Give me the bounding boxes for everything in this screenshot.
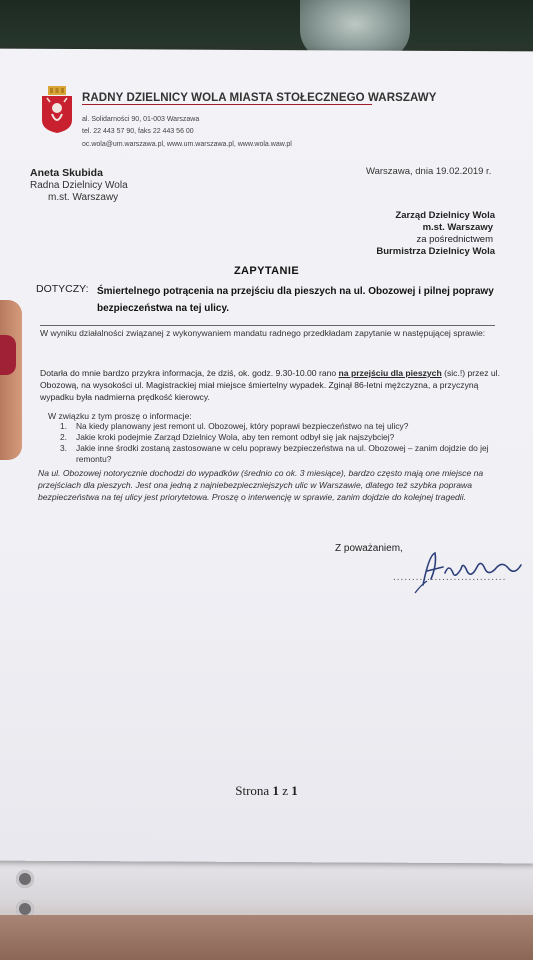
incident-paragraph [40,367,500,403]
question-item: 3. Jakie inne środki zostaną zastosowane w celu poprawy bezpieczeństwa na ul. Obozowej – zanim dojdzie do jej remontu? [60,443,489,464]
recipient-line-2: m.st. Warszawy [422,222,493,233]
recipient-line-1: Zarząd Dzielnicy Wola [395,210,495,221]
signature-line: .............................. [393,572,507,583]
letter-date: Warszawa, dnia 19.02.2019 r. [366,166,492,177]
warsaw-coat-of-arms-icon [38,86,76,134]
header-divider [82,104,372,105]
recipient-line-3: za pośrednictwem [416,234,493,245]
page-number: Strona 1 z 1 [235,783,298,798]
document-title: ZAPYTANIE [233,265,300,277]
office-address: al. Solidarności 90, 01-003 Warszawa [82,116,200,123]
office-phones: tel. 22 443 57 90, faks 22 443 56 00 [82,128,194,135]
incident-text-a: Dotarła do mnie bardzo przykra informacja, że dziś, ok. godz. 9.30-10.00 rano [40,368,339,378]
questions-list [60,421,490,465]
incident-text-underlined: na przejściu dla pieszych [338,368,442,378]
question-item: 2. Jakie kroki podejmie Zarząd Dzielnicy Wola, aby ten remont odbył się jak najszybciej? [60,432,395,442]
subject-text: Śmiertelnego potrącenia na przejściu dla pieszych na ul. Obozowej i pilnej poprawy bezpieczeństwa na tej ulicy. [97,286,494,314]
subject-divider [40,325,495,326]
closing-greeting: Z poważaniem, [335,543,403,554]
recipient-line-4: Burmistrza Dzielnicy Wola [376,246,495,257]
sender-city: m.st. Warszawy [48,192,119,203]
question-item: 1. Na kiedy planowany jest remont ul. Obozowej, który poprawi bezpieczeństwo na tej ulicy? [60,421,409,431]
sender-role: Radna Dzielnicy Wola [30,180,128,191]
closing-paragraph: Na ul. Obozowej notorycznie dochodzi do wypadków (średnio co ok. 3 miesiące), bardzo często mają one miejsce na przejściach dla pieszych. Jest ona jedną z najniebezpieczniejszych ulic w Warszawie, dlatego też szybka poprawa bezpieczeństwa na tej ulicy jest priorytetowa. Proszę o interwencję w sprawie, zanim dojdzie do kolejnej tragedii. [38,468,484,502]
intro-paragraph: W wyniku działalności związanej z wykonywaniem mandatu radnego przedkładam zapytanie w następującej sprawie: [40,328,486,338]
subject-label: DOTYCZY: [36,283,89,295]
request-intro: W związku z tym proszę o informacje: [48,411,192,421]
incident-text-c: (sic.!) przez ul. Obozową, na wysokości ul. Magistrackiej miał miejsce śmiertelny wypadek. Zginął 86-letni mężczyzna, a przyczyną wypadku była nadmierna prędkość kierowcy. [40,368,500,402]
sender-name: Aneta Skubida [30,167,103,179]
office-contacts: oc.wola@um.warszawa.pl, www.um.warszawa.pl, www.wola.waw.pl [82,141,292,148]
handwritten-signature [405,545,530,595]
office-name: RADNY DZIELNICY WOLA MIASTA STOŁECZNEGO WARSZAWY [82,92,437,104]
